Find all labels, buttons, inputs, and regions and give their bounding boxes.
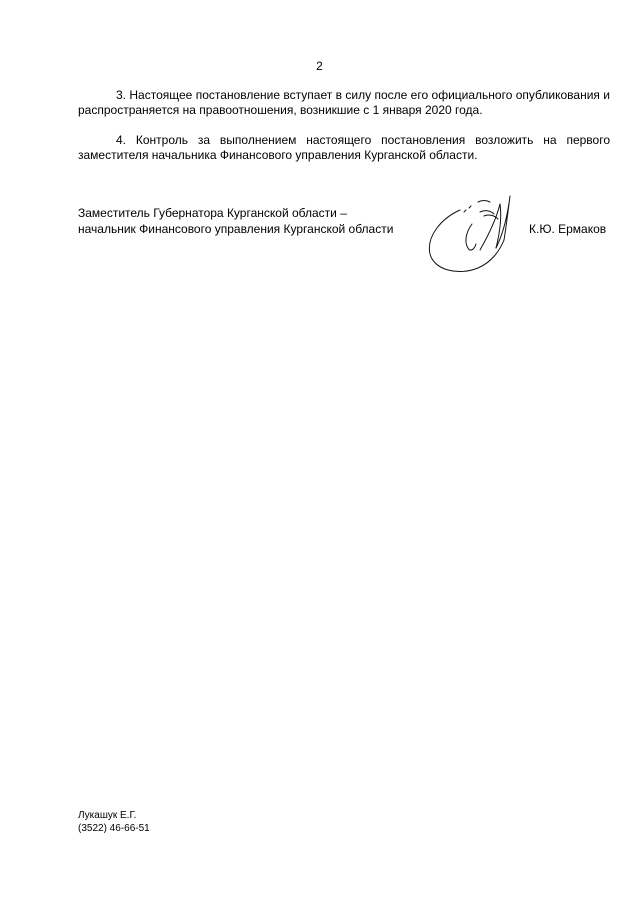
paragraph-3 [78,88,610,119]
signatory-title-line-1: Заместитель Губернатора Курганской области – [78,206,347,220]
signatory-title [78,206,393,237]
signatory-name: К.Ю. Ермаков [529,222,607,236]
page-number: 2 [316,59,323,73]
executor-name: Лукашук Е.Г. [78,810,137,821]
executor-info [78,809,150,835]
executor-phone: (3522) 46-66-51 [78,823,150,834]
paragraph-4 [78,133,610,164]
handwritten-signature [420,188,530,280]
paragraph-4-text: 4. Контроль за выполнением настоящего постановления возложить на первого заместителя начальника Финансового управления Курганской области. [78,133,610,163]
signatory-title-line-2: начальник Финансового управления Курганской области [78,221,394,236]
paragraph-3-text: 3. Настоящее постановление вступает в силу после его официального опубликования и распространяется на правоотношения, возникшие с 1 января 2020 года. [78,88,610,118]
